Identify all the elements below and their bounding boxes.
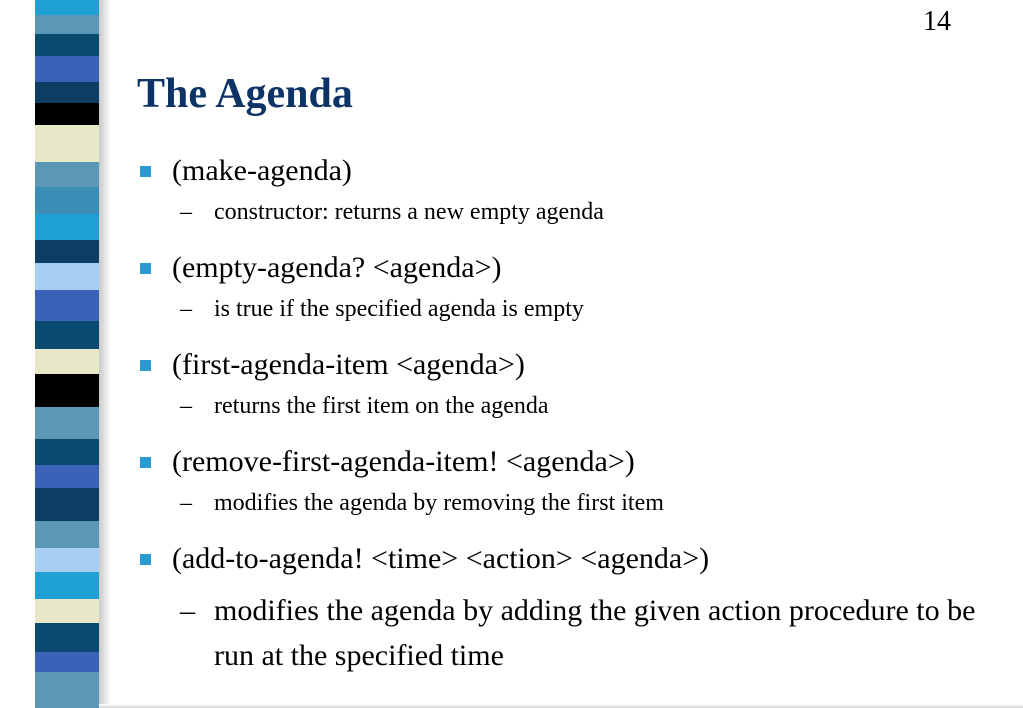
sub-bullet: [137, 588, 977, 678]
list-item: [137, 536, 977, 678]
stripe-segment: [35, 56, 99, 81]
stripe-segment: [35, 187, 99, 214]
stripe-segment: [35, 623, 99, 652]
stripe-segment: [35, 103, 99, 125]
stripe-segment: [35, 240, 99, 264]
dash-bullet: –: [180, 490, 192, 516]
main-bullet-text: (empty-agenda? <agenda>): [172, 251, 502, 284]
stripe-segment: [35, 214, 99, 239]
sub-bullet: [137, 388, 977, 425]
stripe-segment: [35, 321, 99, 348]
sub-bullet-text: constructor: returns a new empty agenda: [214, 199, 604, 225]
slide-title: The Agenda: [137, 71, 353, 117]
stripe-segment: [35, 672, 99, 708]
stripe-segment: [35, 652, 99, 672]
decorative-stripe-bar: [35, 0, 99, 708]
stripe-shadow: [99, 0, 111, 708]
list-item: [137, 439, 977, 522]
sub-bullet-text: is true if the specified agenda is empty: [214, 296, 584, 322]
main-bullet-text: (add-to-agenda! <time> <action> <agenda>): [172, 542, 710, 575]
sub-bullet-text: modifies the agenda by removing the first item: [214, 490, 664, 516]
dash-bullet: –: [180, 393, 192, 419]
stripe-segment: [35, 374, 99, 407]
bottom-shadow: [99, 704, 1023, 708]
dash-bullet: –: [180, 594, 195, 627]
square-bullet-icon: [140, 457, 151, 468]
list-item: [137, 245, 977, 328]
stripe-segment: [35, 34, 99, 56]
stripe-segment: [35, 0, 99, 15]
main-bullet-text: (remove-first-agenda-item! <agenda>): [172, 445, 635, 478]
main-bullet: [137, 245, 977, 291]
main-bullet: [137, 439, 977, 485]
list-item: [137, 148, 977, 231]
stripe-segment: [35, 349, 99, 374]
stripe-segment: [35, 521, 99, 548]
stripe-segment: [35, 407, 99, 440]
page-number: 14: [923, 6, 951, 37]
square-bullet-icon: [140, 263, 151, 274]
stripe-segment: [35, 125, 99, 161]
sub-bullet: [137, 485, 977, 522]
dash-bullet: –: [180, 199, 192, 225]
sub-bullet: [137, 291, 977, 328]
square-bullet-icon: [140, 554, 151, 565]
list-item: [137, 342, 977, 425]
bullet-list: [137, 148, 977, 692]
stripe-segment: [35, 488, 99, 521]
stripe-segment: [35, 15, 99, 35]
main-bullet-text: (first-agenda-item <agenda>): [172, 348, 525, 381]
main-bullet: [137, 342, 977, 388]
stripe-segment: [35, 465, 99, 489]
stripe-segment: [35, 439, 99, 464]
stripe-segment: [35, 599, 99, 623]
square-bullet-icon: [140, 360, 151, 371]
dash-bullet: –: [180, 296, 192, 322]
sub-bullet-text: returns the first item on the agenda: [214, 393, 549, 419]
stripe-segment: [35, 263, 99, 290]
stripe-segment: [35, 548, 99, 572]
stripe-segment: [35, 82, 99, 104]
square-bullet-icon: [140, 166, 151, 177]
stripe-segment: [35, 572, 99, 599]
sub-bullet: [137, 194, 977, 231]
main-bullet: [137, 148, 977, 194]
sub-bullet-text: modifies the agenda by adding the given action procedure to be run at the specified time: [214, 594, 976, 672]
stripe-segment: [35, 162, 99, 187]
main-bullet-text: (make-agenda): [172, 154, 352, 187]
main-bullet: [137, 536, 977, 582]
stripe-segment: [35, 290, 99, 321]
